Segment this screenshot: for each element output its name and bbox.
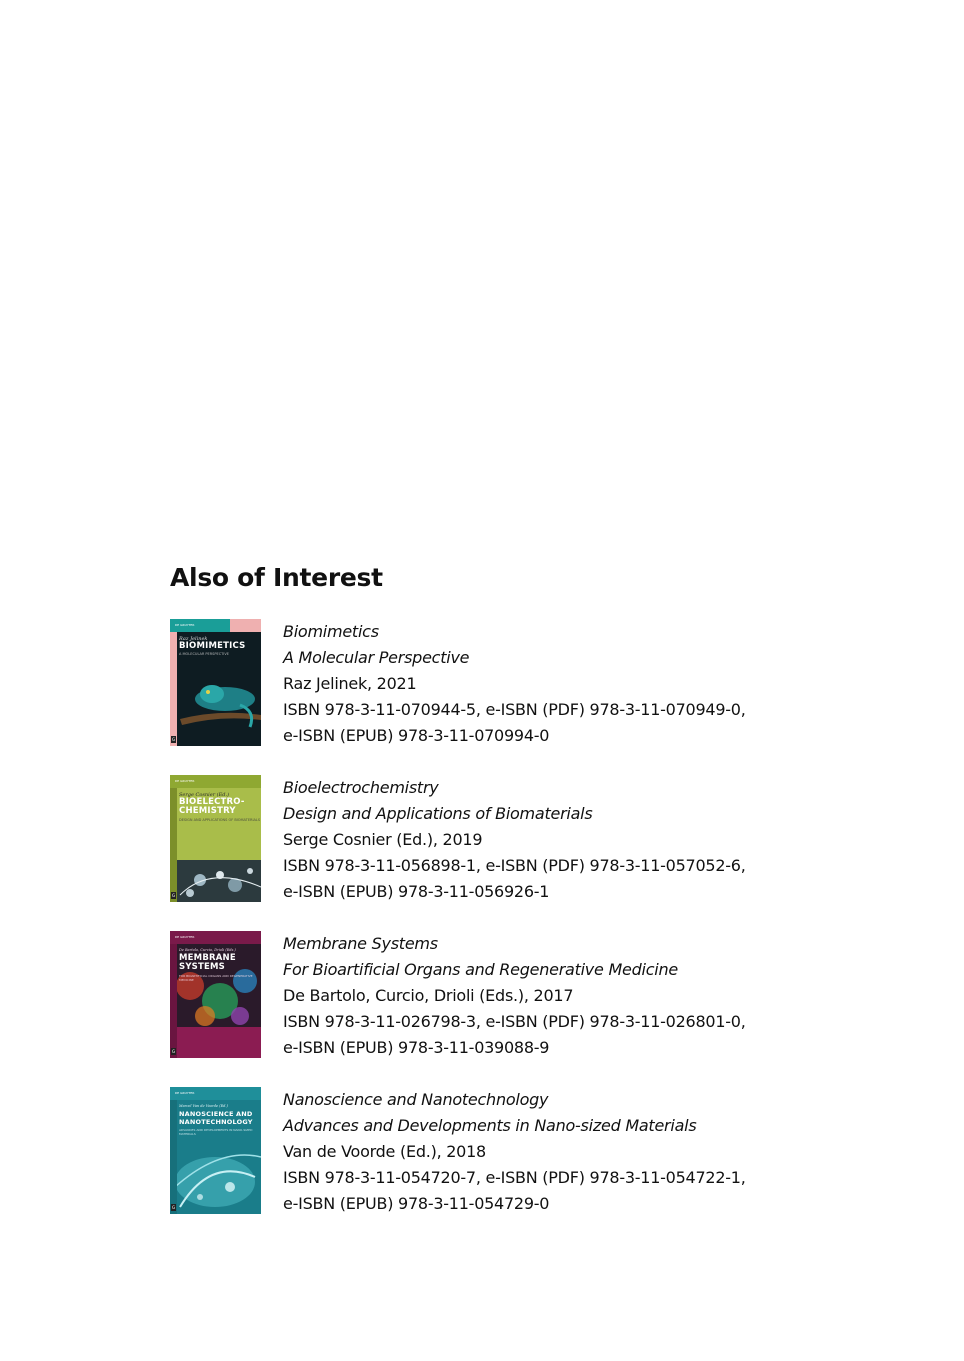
cover-title-line: NANOTECHNOLOGY bbox=[179, 1118, 253, 1126]
cover-side-strip bbox=[170, 632, 177, 746]
book-details bbox=[283, 619, 746, 749]
book-details bbox=[283, 1087, 746, 1217]
publisher-logo-icon: G bbox=[171, 737, 176, 742]
cover-publisher: DE GRUYTER bbox=[175, 935, 195, 939]
book-eisbn: e-ISBN (EPUB) 978-3-11-039088-9 bbox=[283, 1038, 550, 1057]
cover-editor: De Bartolo, Curcio, Drioli (Eds.) bbox=[179, 948, 236, 952]
book-subtitle: For Bioartificial Organs and Regenerative Medicine bbox=[283, 960, 678, 979]
cover-title bbox=[179, 642, 259, 651]
book-title[interactable]: Bioelectrochemistry bbox=[283, 778, 439, 797]
book-entry-nanoscience bbox=[170, 1087, 790, 1217]
cover-title bbox=[179, 1110, 259, 1126]
book-cover-biomimetics[interactable] bbox=[170, 619, 261, 746]
cover-side-strip bbox=[170, 1100, 177, 1214]
cover-subtitle: FOR BIOARTIFICIAL ORGANS AND REGENERATIVE MEDICINE bbox=[179, 974, 253, 982]
book-cover-bioelectrochemistry[interactable] bbox=[170, 775, 261, 902]
book-subtitle: Advances and Developments in Nano-sized Materials bbox=[283, 1116, 697, 1135]
book-title[interactable]: Membrane Systems bbox=[283, 934, 438, 953]
book-details bbox=[283, 775, 746, 905]
publisher-logo-icon: G bbox=[171, 893, 176, 898]
cover-title-line: BIOELECTRO- bbox=[179, 797, 245, 807]
cover-side-strip bbox=[170, 944, 177, 1058]
cover-title bbox=[179, 954, 259, 972]
book-author: De Bartolo, Curcio, Drioli (Eds.), 2017 bbox=[283, 986, 574, 1005]
book-eisbn: e-ISBN (EPUB) 978-3-11-056926-1 bbox=[283, 882, 550, 901]
book-subtitle: A Molecular Perspective bbox=[283, 648, 470, 667]
cover-subtitle: DESIGN AND APPLICATIONS OF BIOMATERIALS bbox=[179, 818, 261, 822]
cover-publisher: DE GRUYTER bbox=[175, 623, 195, 627]
cover-subtitle: ADVANCES AND DEVELOPMENTS IN NANO-SIZED MATERIALS bbox=[179, 1128, 253, 1136]
book-subtitle: Design and Applications of Biomaterials bbox=[283, 804, 593, 823]
book-entry-biomimetics bbox=[170, 619, 790, 749]
publisher-logo-icon: G bbox=[171, 1205, 176, 1210]
book-eisbn: e-ISBN (EPUB) 978-3-11-054729-0 bbox=[283, 1194, 550, 1213]
cover-title-line: MEMBRANE bbox=[179, 953, 236, 963]
cover-title-line: SYSTEMS bbox=[179, 962, 225, 972]
book-isbn: ISBN 978-3-11-056898-1, e-ISBN (PDF) 978-3-11-057052-6, bbox=[283, 856, 746, 875]
publisher-logo-icon: G bbox=[171, 1049, 176, 1054]
book-cover-membrane-systems[interactable] bbox=[170, 931, 261, 1058]
book-isbn: ISBN 978-3-11-026798-3, e-ISBN (PDF) 978-3-11-026801-0, bbox=[283, 1012, 746, 1031]
book-cover-nanoscience[interactable] bbox=[170, 1087, 261, 1214]
book-title[interactable]: Nanoscience and Nanotechnology bbox=[283, 1090, 549, 1109]
cover-publisher: DE GRUYTER bbox=[175, 779, 195, 783]
page-heading: Also of Interest bbox=[170, 563, 383, 592]
cover-editor: Serge Cosnier (Ed.) bbox=[179, 792, 230, 798]
cover-title-line: BIOMIMETICS bbox=[179, 641, 246, 651]
book-entry-bioelectrochemistry bbox=[170, 775, 790, 905]
book-isbn: ISBN 978-3-11-070944-5, e-ISBN (PDF) 978-3-11-070949-0, bbox=[283, 700, 746, 719]
book-author: Serge Cosnier (Ed.), 2019 bbox=[283, 830, 483, 849]
book-title[interactable]: Biomimetics bbox=[283, 622, 379, 641]
book-entry-membrane-systems bbox=[170, 931, 790, 1061]
cover-publisher: DE GRUYTER bbox=[175, 1091, 195, 1095]
cover-title-line: NANOSCIENCE AND bbox=[179, 1110, 253, 1118]
cover-title-line: CHEMISTRY bbox=[179, 806, 236, 816]
book-author: Raz Jelinek, 2021 bbox=[283, 674, 417, 693]
cover-side-strip bbox=[170, 788, 177, 902]
book-author: Van de Voorde (Ed.), 2018 bbox=[283, 1142, 486, 1161]
book-details bbox=[283, 931, 746, 1061]
cover-editor: Raz Jelinek bbox=[179, 636, 208, 642]
book-eisbn: e-ISBN (EPUB) 978-3-11-070994-0 bbox=[283, 726, 550, 745]
cover-editor: Marcel Van de Voorde (Ed.) bbox=[179, 1104, 228, 1108]
cover-subtitle: A MOLECULAR PERSPECTIVE bbox=[179, 652, 229, 656]
cover-title bbox=[179, 798, 259, 816]
book-isbn: ISBN 978-3-11-054720-7, e-ISBN (PDF) 978-3-11-054722-1, bbox=[283, 1168, 746, 1187]
